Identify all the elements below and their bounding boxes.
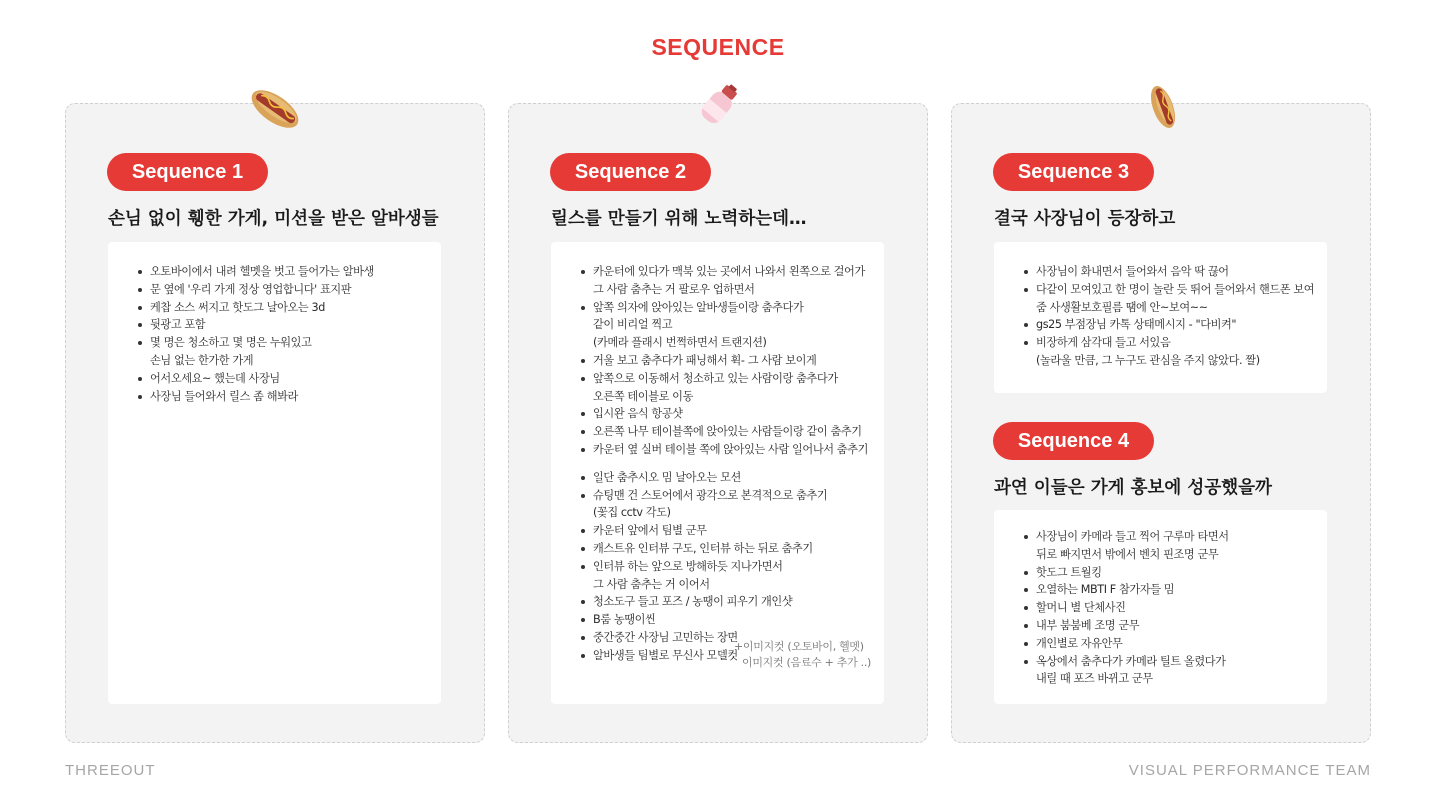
list-item-continuation: 오른쪽 테이블로 이동 bbox=[593, 389, 693, 403]
page-title: SEQUENCE bbox=[651, 34, 785, 60]
sequence-4-badge: Sequence 4 bbox=[993, 422, 1154, 460]
sequence-3-badge: Sequence 3 bbox=[993, 153, 1154, 191]
sequence-4-card bbox=[994, 510, 1327, 704]
list-item: 일단 춤추시오 밈 날아오는 모션 bbox=[593, 469, 884, 487]
sequence-3-list bbox=[994, 263, 1327, 370]
sequence-1-card bbox=[108, 242, 441, 704]
list-item: 오른쪽 나무 테이블쪽에 앉아있는 사람들이랑 같이 춤추기 bbox=[593, 423, 884, 441]
list-item-continuation: (놀라울 만큼, 그 누구도 관심을 주지 않았다. 짤) bbox=[1036, 353, 1260, 367]
image-cut-note-1: +이미지컷 (오토바이, 헬멧) bbox=[734, 640, 864, 653]
list-item: 중간중간 사장님 고민하는 장면 bbox=[593, 629, 884, 647]
list-item-continuation: 그 사람 춤추는 거 이어서 bbox=[593, 577, 710, 591]
list-item: 뒷광고 포함 bbox=[150, 316, 441, 334]
sequence-3-card bbox=[994, 242, 1327, 393]
hotdog-sticker-1 bbox=[246, 82, 304, 136]
list-item: 사장님이 카메라 들고 찍어 구루마 타면서 bbox=[1036, 528, 1327, 546]
list-item: 앞쪽 의자에 앉아있는 알바생들이랑 춤추다가 bbox=[593, 299, 884, 317]
list-item: 캐스트유 인터뷰 구도, 인터뷰 하는 뒤로 춤추기 bbox=[593, 540, 884, 558]
strawberry-milk-sticker bbox=[697, 82, 745, 132]
list-item: 비장하게 삼각대 들고 서있음 bbox=[1036, 334, 1327, 352]
list-item: 옥상에서 춤추다가 카메라 틸트 올렸다가 bbox=[1036, 653, 1327, 671]
list-item: 사장님이 화내면서 들어와서 음악 딱 끊어 bbox=[1036, 263, 1327, 281]
list-item: gs25 부점장님 카톡 상태메시지 - "다비켜" bbox=[1036, 316, 1327, 334]
sequence-2-list bbox=[551, 263, 884, 665]
list-item: 몇 명은 청소하고 몇 명은 누워있고 bbox=[150, 334, 441, 352]
list-item: 입시완 음식 항공샷 bbox=[593, 405, 884, 423]
list-item: 어서오세요~ 했는데 사장님 bbox=[150, 370, 441, 388]
list-item-continuation: 내릴 때 포즈 바뀌고 군무 bbox=[1036, 672, 1153, 686]
footer-right-label: VISUAL PERFORMANCE TEAM bbox=[1128, 762, 1371, 779]
list-item-continuation: 손님 없는 한가한 가게 bbox=[150, 353, 254, 367]
sequence-panel-2 bbox=[508, 103, 928, 743]
list-item-continuation: 뒤로 빠지면서 밖에서 벤치 핀조명 군무 bbox=[1036, 547, 1219, 561]
sequence-2-badge: Sequence 2 bbox=[550, 153, 711, 191]
list-item: 앞쪽으로 이동해서 청소하고 있는 사람이랑 춤추다가 bbox=[593, 370, 884, 388]
list-item: 오토바이에서 내려 헬멧을 벗고 들어가는 알바생 bbox=[150, 263, 441, 281]
sequence-1-badge: Sequence 1 bbox=[107, 153, 268, 191]
sequence-2-card bbox=[551, 242, 884, 704]
list-item: 오열하는 MBTI F 참가자들 밈 bbox=[1036, 581, 1327, 599]
list-item: 할머니 별 단체사진 bbox=[1036, 599, 1327, 617]
list-item: 거울 보고 춤추다가 패닝해서 휙- 그 사람 보이게 bbox=[593, 352, 884, 370]
list-item-continuation: 줌 사생활보호필름 땜에 안~보여~~ bbox=[1036, 300, 1208, 314]
list-item: 청소도구 들고 포즈 / 농땡이 피우기 개인샷 bbox=[593, 593, 884, 611]
sequence-3-heading: 결국 사장님이 등장하고 bbox=[994, 209, 1176, 229]
list-item: 핫도그 트월킹 bbox=[1036, 564, 1327, 582]
image-cut-note-2: 이미지컷 (음료수 + 추가 ..) bbox=[742, 656, 872, 669]
list-item: 카운터 옆 실버 테이블 쪽에 앉아있는 사람 일어나서 춤추기 bbox=[593, 441, 884, 459]
sequence-panel-3 bbox=[951, 103, 1371, 743]
sequence-1-heading: 손님 없이 휑한 가게, 미션을 받은 알바생들 bbox=[108, 209, 439, 229]
list-item: 슈팅맨 건 스토어에서 광각으로 본격적으로 춤추기 bbox=[593, 487, 884, 505]
list-item: 문 옆에 '우리 가게 정상 영업합니다' 표지판 bbox=[150, 281, 441, 299]
sequence-panel-1 bbox=[65, 103, 485, 743]
list-item-continuation: (꽃집 cctv 각도) bbox=[593, 506, 671, 520]
list-item: 사장님 들어와서 릴스 좀 해봐라 bbox=[150, 388, 441, 406]
list-spacer bbox=[593, 459, 884, 469]
sequence-4-heading: 과연 이들은 가게 홍보에 성공했을까 bbox=[994, 478, 1272, 498]
list-item: B룸 농땡이씬 bbox=[593, 611, 884, 629]
list-item: 카운터에 있다가 맥북 있는 곳에서 나와서 왼쪽으로 걸어가 bbox=[593, 263, 884, 281]
footer-left-label: THREEOUT bbox=[65, 762, 156, 779]
list-item-continuation: 같이 비리얼 찍고 bbox=[593, 318, 673, 332]
sequence-2-heading: 릴스를 만들기 위해 노력하는데… bbox=[551, 209, 807, 229]
sequence-1-list bbox=[108, 263, 441, 405]
list-item: 케찹 소스 써지고 핫도그 날아오는 3d bbox=[150, 299, 441, 317]
list-item: 개인별로 자유안무 bbox=[1036, 635, 1327, 653]
list-item: 다같이 모여있고 한 명이 놀란 듯 뛰어 들어와서 핸드폰 보여 bbox=[1036, 281, 1327, 299]
list-item: 내부 붐붐베 조명 군무 bbox=[1036, 617, 1327, 635]
sequence-4-list bbox=[994, 528, 1327, 688]
list-item-continuation: 그 사람 춤추는 거 팔로우 업하면서 bbox=[593, 282, 755, 296]
list-item: 인터뷰 하는 앞으로 방해하듯 지나가면서 bbox=[593, 558, 884, 576]
list-item-continuation: (카메라 플래시 번쩍하면서 트랜지션) bbox=[593, 336, 767, 350]
list-item: 카운터 앞에서 팀별 군무 bbox=[593, 522, 884, 540]
list-item: 알바생들 팀별로 무신사 모델컷 bbox=[593, 647, 884, 665]
hotdog-sticker-2 bbox=[1140, 82, 1186, 132]
